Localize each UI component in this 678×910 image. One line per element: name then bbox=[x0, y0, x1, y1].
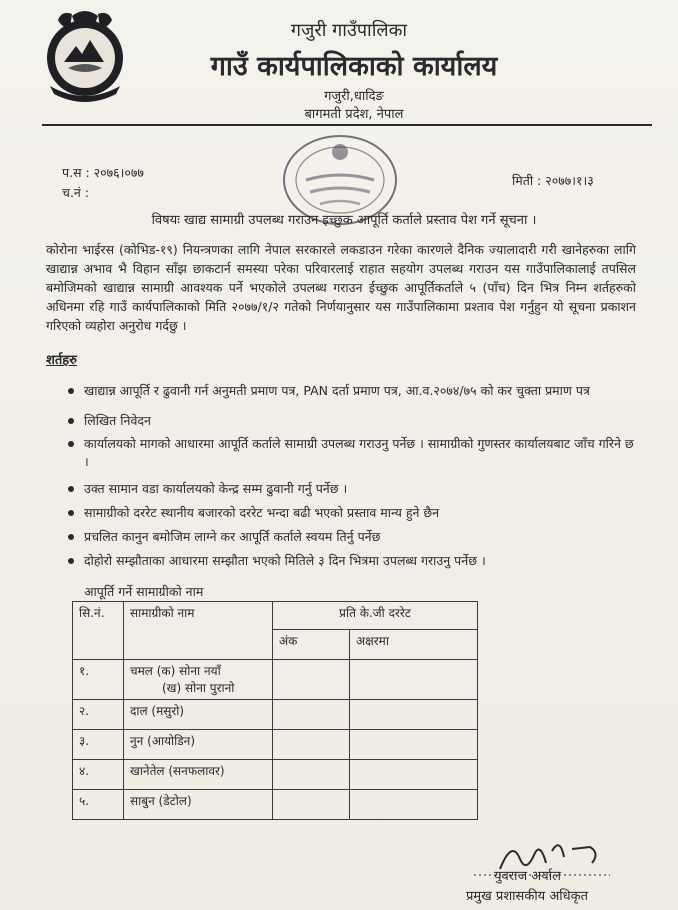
row-sn: ५. bbox=[73, 790, 124, 820]
row-rate-figure bbox=[273, 660, 350, 700]
conditions-list bbox=[66, 382, 636, 570]
notice-subject: विषयः खाद्य सामाग्री उपलब्ध गराउन इच्छुक आपूर्ति कर्ताले प्रस्ताव पेश गर्ने सूचना । bbox=[151, 213, 537, 228]
header-rate-words: अक्षरमा bbox=[350, 630, 478, 660]
row-item-name-line2: (ख) सोना पुरानो bbox=[162, 681, 235, 695]
office-name: गाउँ कार्यपालिकाको कार्यालय bbox=[210, 51, 498, 82]
notice-date: मिती : २०७७।१।३ bbox=[512, 173, 594, 188]
conditions-heading: शर्तहरु bbox=[46, 353, 77, 368]
row-item-name bbox=[124, 660, 273, 700]
table-row bbox=[73, 660, 478, 700]
header-sn: सि.नं. bbox=[73, 602, 124, 660]
items-table bbox=[72, 601, 478, 820]
condition-item: प्रचलित कानुन बमोजिम लाग्ने कर आपूर्ति कर्ताले स्वयम तिर्नु पर्नेछ bbox=[66, 528, 636, 546]
table-row bbox=[73, 790, 478, 820]
row-rate-words bbox=[350, 730, 478, 760]
reference-number: प.स : २०७६।०७७ bbox=[62, 165, 144, 180]
table-header-row bbox=[73, 602, 478, 630]
province-address: बागमती प्रदेश, नेपाल bbox=[304, 107, 404, 122]
table-row bbox=[73, 700, 478, 730]
condition-item: लिखित निवेदन bbox=[66, 412, 636, 430]
row-item-name: दाल (मसुरो) bbox=[124, 700, 273, 730]
row-item-name: खानेतेल (सनफलावर) bbox=[124, 760, 273, 790]
header-divider bbox=[42, 124, 652, 126]
dispatch-number: च.नं : bbox=[62, 185, 90, 200]
header-item-name: सामाग्रीको नाम bbox=[124, 602, 273, 660]
condition-item: खाद्यान्न आपूर्ति र ढुवानी गर्न अनुमती प्रमाण पत्र, PAN दर्ता प्रमाण पत्र, आ.व.२०७४/७५ को कर चुक्ता प्रमाण पत्र bbox=[66, 382, 636, 400]
row-sn: ४. bbox=[73, 760, 124, 790]
header-rate-figure: अंक bbox=[273, 630, 350, 660]
row-rate-figure bbox=[273, 700, 350, 730]
row-item-name: साबुन (डेटोल) bbox=[124, 790, 273, 820]
row-item-name: नुन (आयोडिन) bbox=[124, 730, 273, 760]
municipality-name: गजुरी गाउँपालिका bbox=[290, 20, 408, 41]
row-rate-figure bbox=[273, 730, 350, 760]
row-rate-words bbox=[350, 760, 478, 790]
row-rate-figure bbox=[273, 790, 350, 820]
row-rate-words bbox=[350, 700, 478, 730]
condition-item: कार्यालयको मागको आधारमा आपूर्ति कर्ताले सामाग्री उपलब्ध गराउनु पर्नेछ । सामाग्रीको गुणस्तर कार्यालयबाट जाँच गरिने छ । bbox=[66, 435, 636, 471]
table-row bbox=[73, 760, 478, 790]
notice-body: कोरोना भाईरस (कोभिड-१९) नियन्त्रणका लागि नेपाल सरकारले लकडाउन गरेका कारणले दैनिक ज्यालादारी गरी खानेहरुका लागि खाद्यान्न अभाव भै विहान साँझ छाकटार्न समस्या परेका परिवारलाई राहात सहयोग उपलब्ध गराउन यस गाउँपालिकालाई तपसिल बमोजिमको खाद्यान्न सामाग्री आवश्यक पर्ने भएकोले उपलब्ध गराउन ईच्छुक आपूर्तिकर्ताले ५ (पाँच) दिन भित्र निम्न शर्तहरुको अधिनमा रहि गाउँ कार्यपालिकाको मिति २०७७/१/२ गतेको निर्णयानुसार यस गाउँपालिकामा प्रश्ताव पेश गर्नुहुन यो सूचना प्रकाशन गरिएको व्यहोरा अनुरोध गर्दछु । bbox=[46, 242, 636, 333]
condition-item: सामाग्रीको दररेट स्थानीय बजारको दररेट भन्दा बढी भएको प्रस्ताव मान्य हुने छैन bbox=[66, 504, 636, 522]
table-caption: आपूर्ति गर्ने सामाग्रीको नाम bbox=[84, 584, 204, 599]
row-sn: १. bbox=[73, 660, 124, 700]
row-rate-words bbox=[350, 790, 478, 820]
row-sn: २. bbox=[73, 700, 124, 730]
signatory-name: युवराज अर्याल bbox=[494, 869, 561, 884]
row-rate-words bbox=[350, 660, 478, 700]
table-row bbox=[73, 730, 478, 760]
header-rate-per-kg: प्रति के.जी दररेट bbox=[273, 602, 478, 630]
row-item-name-line1: चमल (क) सोना नयाँ bbox=[130, 664, 221, 678]
signatory-title: प्रमुख प्रशासकीय अधिकृत bbox=[466, 889, 589, 904]
row-sn: ३. bbox=[73, 730, 124, 760]
condition-item: उक्त सामान वडा कार्यालयको केन्द्र सम्म ढुवानी गर्नु पर्नेछ । bbox=[66, 480, 636, 498]
office-address: गजुरी,धादिङ bbox=[324, 89, 384, 104]
row-rate-figure bbox=[273, 760, 350, 790]
condition-item: दोहोरो सम्झौताका आधारमा सम्झौता भएको मितिले ३ दिन भित्रमा उपलब्ध गराउनु पर्नेछ । bbox=[66, 552, 636, 570]
